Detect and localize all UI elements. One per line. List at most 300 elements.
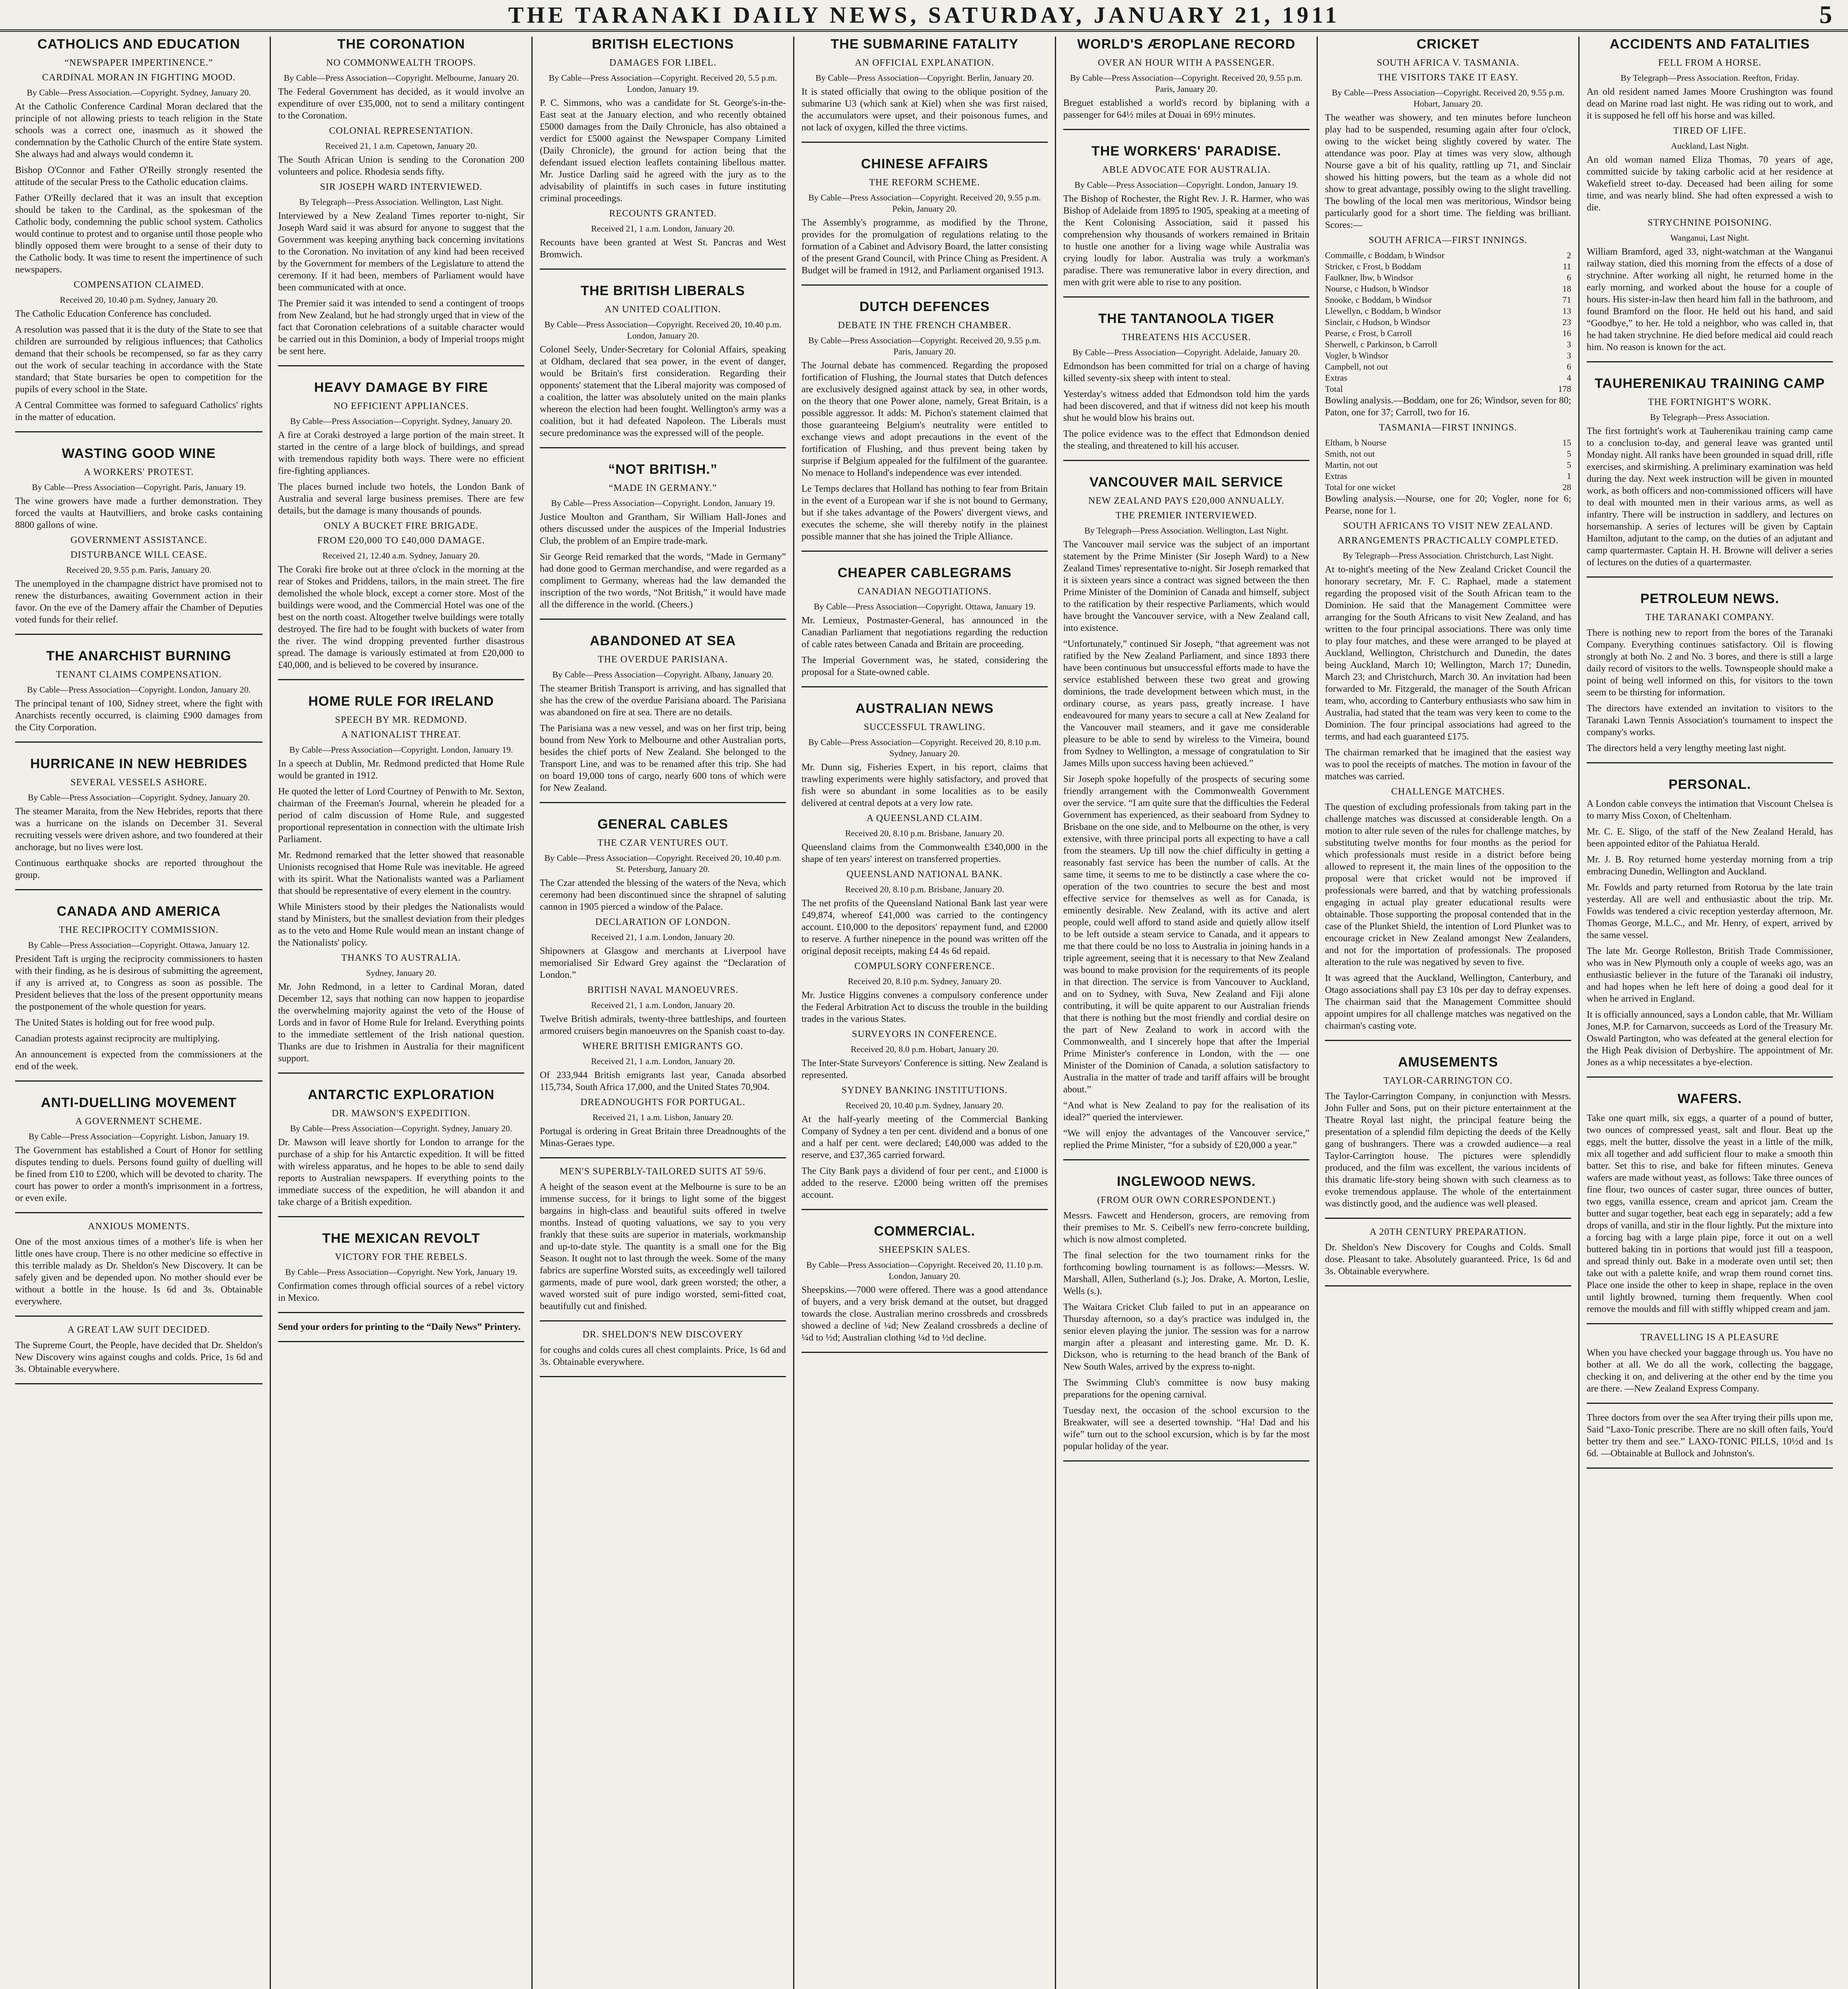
score-row xyxy=(1325,482,1571,493)
score-player: Llewellyn, c Boddam, b Windsor xyxy=(1325,306,1441,316)
dateline: By Cable—Press Association—Copyright. Received 20, 9.55 p.m. Pekin, January 20. xyxy=(808,193,1041,214)
paragraph: The weather was showery, and ten minutes before luncheon play had to be suspended, resuming again after four o'clock, owing to the wicket being slightly covered by water. The attendance was poor. Play at times was very slow, although Nourse gave a bit of his quality, rattling up 71, and Sinclair showed his hitting powers, but the team as a whole did not show to great advantage, possibly owing to the slight travelling. The bowling of the local men was meritorious, Windsor being particularly good for a short time. The fielding was brilliant. Scores:— xyxy=(1325,113,1571,230)
score-player: Smith, not out xyxy=(1325,449,1375,459)
score-player: Eltham, b Nourse xyxy=(1325,438,1387,448)
subheading: TRAVELLING IS A PLEASURE xyxy=(1640,1332,1779,1343)
paragraph: Bowling analysis.—Nourse, one for 20; Vogler, none for 6; Pearse, none for 1. xyxy=(1325,494,1571,516)
article-divider xyxy=(15,431,263,432)
paragraph: The Supreme Court, the People, have decided that Dr. Sheldon's New Discovery wins against coughs and colds. Price, 1s 6d and 3s. Obtainable everywhere. xyxy=(15,1340,263,1374)
dateline: By Cable—Press Association—Copyright. Sydney, January 20. xyxy=(290,1123,512,1133)
paragraph: The wine growers have made a further demonstration. They forced the vaults at Hautvilliers, and broke casks containing 8800 gallons of wine. xyxy=(15,496,263,530)
article xyxy=(278,37,524,366)
subheading: ANXIOUS MOMENTS. xyxy=(88,1221,190,1232)
article xyxy=(801,299,1048,552)
subheading: FELL FROM A HORSE. xyxy=(1658,58,1762,68)
divider xyxy=(1325,1218,1571,1219)
subheading: SOUTH AFRICA V. TASMANIA. xyxy=(1377,58,1519,68)
subheading: NO COMMONWEALTH TROOPS. xyxy=(326,58,477,68)
score-runs: 3 xyxy=(1567,350,1571,360)
dateline: By Cable—Press Association—Copyright. Albany, January 20. xyxy=(552,669,774,679)
paragraph: Continuous earthquake shocks are reported throughout the group. xyxy=(15,858,263,880)
article-heading: GENERAL CABLES xyxy=(597,817,728,832)
article-divider xyxy=(1063,129,1309,130)
dateline: Received 20, 10.40 p.m. Sydney, January 20. xyxy=(846,1100,1004,1110)
paragraph: Take one quart milk, six eggs, a quarter of a pound of butter, two ounces of compressed yeast, salt and flour. Beat up the eggs, melt the butter, dissolve the yeast in a little of the milk, mix all together and add sufficient flour to make a smooth thin batter. Set this to rise, and bake for fifteen minutes. Geneva wafers are made without yeast, as follows: Take three ounces of fine flour, two ounces of caster sugar, three ounces of butter, two eggs, vanilla essence, cream and apricot jam. Cream the butter and sugar together, beat each egg in separately; add a few drops of vanilla, and stir in the flour lightly. Put the mixture into a forcing bag with a large plain pipe, force it out on a well buttered baking tin in portions that would just fill a teaspoon, and spread thinly out. Bake in a moderate oven until set; then take out with a palette knife, and wrap them round cornet tins. Place one inside the other to keep in shape, replace in the oven until lightly browned, turning them frequently. When cool remove the moulds and fill with stiffly whipped cream and jam. xyxy=(1587,1113,1833,1314)
article xyxy=(1063,37,1309,130)
paragraph: Three doctors from over the sea After trying their pills upon me, Said “Laxo-Tonic prescribe. There are no skill often fails, You'd better try them and see.” LAXO-TONIC PILLS, 10½d and 1s 6d. —Obtainable at Bullock and Johnston's. xyxy=(1587,1413,1833,1459)
article xyxy=(15,648,263,743)
article-divider xyxy=(1587,1467,1833,1469)
scorecard xyxy=(1325,437,1571,493)
dateline: By Cable—Press Association—Copyright. Sydney, January 20. xyxy=(290,416,512,426)
subheading: TAYLOR-CARRINGTON CO. xyxy=(1383,1076,1513,1086)
subheading: FROM £20,000 TO £40,000 DAMAGE. xyxy=(317,535,485,546)
paragraph: Bowling analysis.—Boddam, one for 26; Windsor, seven for 80; Paton, one for 37; Carroll, two for 16. xyxy=(1325,395,1571,418)
paragraph: William Bramford, aged 33, night-watchman at the Wanganui railway station, died this morning from the effects of a dose of strychnine. After working all night, he returned home in the early morning, and worked about the house for a couple of hours. His sister-in-law then heard him fall in the bathroom, and found Bramford on the floor. He held out his hand, and said “Goodbye,” to her. He told a neighbor, who was called in, that he had taken strychnine. He died before medical aid could reach him. No reason is known for the act. xyxy=(1587,247,1833,352)
paragraph: Of 233,944 British emigrants last year, Canada absorbed 115,734, South Africa 17,000, and the United States 70,904. xyxy=(540,1070,786,1092)
paragraph: The City Bank pays a dividend of four per cent., and £1000 is added to the reserve. £2000 being written off the premises account. xyxy=(801,1166,1048,1200)
subheading: TENANT CLAIMS COMPENSATION. xyxy=(56,669,222,680)
score-runs: 3 xyxy=(1567,339,1571,349)
paragraph: Sir George Reid remarked that the words, “Made in Germany” had done good to German merchandise, and were regarded as a compliment to Germany, whereas had the law demanded the inscription of the two words, “Not British,” it would have made all the difference in the world. (Cheers.) xyxy=(540,552,786,610)
dateline: By Cable—Press Association—Copyright. Adelaide, January 20. xyxy=(1072,347,1300,357)
dateline: Received 21, 1 a.m. London, January 20. xyxy=(591,1056,735,1066)
paragraph: The first fortnight's work at Tauherenikau training camp came to a conclusion to-day, and general leave was granted until Monday night. All ranks have been grounded in squad drill, rifle exercises, and skirmishing. A preliminary examination was held during the day. Next week instruction will be given in mounted work, as both officers and non-commissioned officers will have to deal with mounted men in their various arms, as well as infantry. There will be instruction in saddlery, and lectures on horsemanship. A series of lectures will be given by Captain Hamilton, adjutant to the camp, on the duties of an adjutant and camp quartermaster. Captain H. H. Browne will deliver a series of lectures on the duties of a quartermaster. xyxy=(1587,426,1833,568)
article-heading: HEAVY DAMAGE BY FIRE xyxy=(314,380,488,395)
dateline: By Telegraph—Press Association. Christchurch, Last Night. xyxy=(1342,551,1554,561)
paragraph: The final selection for the two tournament rinks for the forthcoming bowling tournament is as follows:—Messrs. W. Marshall, Allen, Sutherland (s.); Jos. Drake, A. Morton, Leslie, Wells (s.). xyxy=(1063,1250,1309,1296)
paragraph: The Czar attended the blessing of the waters of the Neva, which ceremony had been discontinued since the shrapnel of saluting cannon in 1905 pierced a window of the Palace. xyxy=(540,878,786,912)
score-player: Extras xyxy=(1325,373,1348,383)
article xyxy=(1325,1055,1571,1286)
subheading: DEBATE IN THE FRENCH CHAMBER. xyxy=(838,320,1012,331)
article xyxy=(1063,1174,1309,1462)
paragraph: The Premier said it was intended to send a contingent of troops from New Zealand, but he had strongly urged that in view of the fact that Coronation celebrations of a suitable character would be carried out in this Dominion, a body of Imperial troops might be sent here. xyxy=(278,298,524,356)
score-row xyxy=(1325,350,1571,361)
news-column-5 xyxy=(1055,37,1317,1989)
dateline: By Telegraph—Press Association. Wellington, Last Night. xyxy=(299,197,503,207)
paragraph: Mr. C. E. Sligo, of the staff of the New Zealand Herald, has been appointed editor of the Pahiatua Herald. xyxy=(1587,827,1833,849)
score-player: Martin, not out xyxy=(1325,460,1378,470)
dateline: By Cable—Press Association—Copyright. Sydney, January 20. xyxy=(27,792,250,802)
article-divider xyxy=(540,269,786,270)
score-runs: 6 xyxy=(1567,362,1571,372)
paragraph: A London cable conveys the intimation that Viscount Chelsea is to marry Miss Coxon, of Cheltenham. xyxy=(1587,799,1833,821)
score-player: Nourse, c Hudson, b Windsor xyxy=(1325,284,1429,294)
article-divider xyxy=(1063,296,1309,298)
divider xyxy=(15,1212,263,1213)
article-divider xyxy=(15,1383,263,1384)
dateline: Received 21, 12.40 a.m. Sydney, January 20. xyxy=(322,551,480,561)
article-heading: BRITISH ELECTIONS xyxy=(591,37,734,52)
paragraph: Colonel Seely, Under-Secretary for Colonial Affairs, speaking at Oldham, declared that sea power, in the event of danger, would be Britain's first consideration. Regarding their opponents' statement that the Liberal majority was composed of a coalition, the latter was absolutely united on the main planks whereon the election had been fought. Wellington's army was a coalition, but it had defeated Napoleon. The Liberals must secure predominance was the expressed will of the people. xyxy=(540,344,786,438)
score-player: Pearse, c Frost, b Carroll xyxy=(1325,328,1412,338)
score-player: Stricker, c Frost, b Boddam xyxy=(1325,261,1422,271)
article-heading: THE TANTANOOLA TIGER xyxy=(1098,311,1274,326)
paragraph: When you have checked your baggage through us. You have no bother at all. We do all the work, collecting the baggage, checking it on, and delivering at the other end by the time you are there. —New Zealand Express Company. xyxy=(1587,1348,1833,1394)
paragraph: At the Catholic Conference Cardinal Moran declared that the principle of not allowing priests to teach religion in the State schools was a correct one, inasmuch as it showed the condemnation by the Catholic Church of the entire State system. She always had and always would condemn it. xyxy=(15,101,263,160)
paragraph: Edmondson has been committed for trial on a charge of having killed seventy-six sheep with intent to steal. xyxy=(1063,361,1309,383)
paragraph: Queensland claims from the Commonwealth £340,000 in the shape of ten years' interest on transferred properties. xyxy=(801,842,1048,864)
subheading: DREADNOUGHTS FOR PORTUGAL. xyxy=(580,1097,745,1107)
paragraph: The chairman remarked that he imagined that the easiest way was to pool the receipts of matches. The motion in favour of the matches was carried. xyxy=(1325,747,1571,782)
article-heading: CANADA AND AMERICA xyxy=(56,904,221,919)
score-row xyxy=(1325,283,1571,294)
article xyxy=(1063,144,1309,298)
subheading: COMPENSATION CLAIMED. xyxy=(74,280,204,290)
news-column-3 xyxy=(531,37,793,1989)
article-heading: PERSONAL. xyxy=(1668,777,1751,792)
subheading: SUCCESSFUL TRAWLING. xyxy=(864,722,986,732)
score-row xyxy=(1325,250,1571,261)
dateline: Wanganui, Last Night. xyxy=(1670,233,1749,243)
article-divider xyxy=(278,365,524,366)
paragraph: The directors have extended an invitation to visitors to the Taranaki Lawn Tennis Association's tournament to inspect the company's works. xyxy=(1587,703,1833,738)
dateline: Received 20, 9.55 p.m. Paris, January 20. xyxy=(66,565,212,575)
article-heading: WORLD'S ÆROPLANE RECORD xyxy=(1077,37,1296,52)
subheading: TIRED OF LIFE. xyxy=(1673,126,1747,136)
dateline: By Cable—Press Association—Copyright. Melbourne, January 20. xyxy=(284,73,519,83)
dateline: By Cable—Press Association—Copyright. London, January 19. xyxy=(551,498,775,508)
score-row xyxy=(1325,261,1571,272)
article xyxy=(15,446,263,635)
paragraph: It was agreed that the Auckland, Wellington, Canterbury, and Otago associations shall pay £3 10s per day to defray expenses. The chairman said that the Management Committee should appoint umpires for all challenge matches was negatived on the chairman's casting vote. xyxy=(1325,973,1571,1031)
paragraph: Mr. Redmond remarked that the letter showed that reasonable Unionists recognised that Home Rule was inevitable. He agreed with its spirit. What the Nationalists wanted was a Parliament that should be representative of every element in the country. xyxy=(278,850,524,896)
score-player: Campbell, not out xyxy=(1325,362,1388,372)
paragraph: The South African Union is sending to the Coronation 200 volunteers and police. Rhodesia sends fifty. xyxy=(278,155,524,177)
subheading: (FROM OUR OWN CORRESPONDENT.) xyxy=(1097,1195,1276,1205)
subheading: SEVERAL VESSELS ASHORE. xyxy=(70,777,207,788)
paragraph: The places burned include two hotels, the London Bank of Australia and several large business premises. There are few details, but the damage is many thousands of pounds. xyxy=(278,482,524,516)
paragraph: “We will enjoy the advantages of the Vancouver service,” replied the Prime Minister, “for a subsidy of £20,000 a year.” xyxy=(1063,1128,1309,1150)
subheading: A GREAT LAW SUIT DECIDED. xyxy=(67,1325,210,1335)
divider xyxy=(540,1157,786,1158)
article xyxy=(1587,777,1833,1078)
score-row xyxy=(1325,317,1571,328)
paragraph: Bishop O'Connor and Father O'Reilly strongly resented the attitude of the secular Press to the Catholic education claims. xyxy=(15,165,263,187)
paragraph: Breguet established a world's record by biplaning with a passenger for 64½ miles at Douai in 69½ minutes. xyxy=(1063,98,1309,120)
article xyxy=(801,565,1048,687)
score-runs: 28 xyxy=(1562,482,1571,492)
subheading: THE FORTNIGHT'S WORK. xyxy=(1648,397,1772,407)
dateline: By Cable—Press Association.—Copyright. Sydney, January 20. xyxy=(27,88,251,97)
subheading: COMPULSORY CONFERENCE. xyxy=(854,961,995,971)
article-divider xyxy=(1325,1285,1571,1286)
subheading: NEW ZEALAND PAYS £20,000 ANNUALLY. xyxy=(1088,496,1284,506)
paragraph: At the half-yearly meeting of the Commercial Banking Company of Sydney a ten per cent. dividend and a bonus of one and a half per cent. were declared; £40,000 was added to the reserve, and £37,365 carried forward. xyxy=(801,1114,1048,1160)
paragraph: Mr. Lemieux, Postmaster-General, has announced in the Canadian Parliament that negotiations regarding the reduction of cable rates between Canada and Britain are proceeding. xyxy=(801,615,1048,650)
subheading: A 20TH CENTURY PREPARATION. xyxy=(1369,1227,1527,1237)
article-divider xyxy=(278,679,524,680)
paragraph: The late Mr. George Rolleston, British Trade Commissioner, who was in New Plymouth only a couple of weeks ago, was an enthusiastic believer in the future of the Taranaki oil industry, and had hopes when he left here of doing a good deal for it when he arrived in England. xyxy=(1587,946,1833,1004)
paragraph: The steamer Maraita, from the New Hebrides, reports that there was a hurricane on the islands on December 31. Several recruiting vessels were driven ashore, and two foundered at their anchorage, but no lives were lost. xyxy=(15,806,263,852)
dateline: Received 20, 8.10 p.m. Brisbane, January 20. xyxy=(845,884,1004,894)
subheading: GOVERNMENT ASSISTANCE. xyxy=(70,535,207,545)
score-runs: 11 xyxy=(1562,261,1571,271)
columns-container xyxy=(8,37,1840,1989)
newspaper-title: THE TARANAKI DAILY NEWS, SATURDAY, JANUARY 21, 1911 xyxy=(508,2,1340,28)
subheading: MEN'S SUPERBLY-TAILORED SUITS AT 59/6. xyxy=(559,1166,766,1177)
news-column-4 xyxy=(793,37,1055,1989)
article-heading: ANTARCTIC EXPLORATION xyxy=(307,1087,495,1102)
paragraph: One of the most anxious times of a mother's life is when her little ones have croup. There is no other medicine so effective in this terrible malady as Dr. Sheldon's New Discovery. It can be safely given and be depended upon. No mother should ever be without a bottle in the house. Is 6d and 3s. Obtainable everywhere. xyxy=(15,1237,263,1307)
paragraph: Mr. Justice Higgins convenes a compulsory conference under the Federal Arbitration Act to discuss the trouble in the building trades in the various States. xyxy=(801,990,1048,1024)
dateline: Sydney, January 20. xyxy=(366,968,436,978)
article-divider xyxy=(540,447,786,448)
paragraph: The net profits of the Queensland National Bank last year were £49,874, whereof £41,000 was carried to the contingency account. £10,000 to the depositors' repayment fund, and £2000 to reserve. A further ninepence in the pound was written off the original deposit receipts, making £4 4s 6d repaid. xyxy=(801,898,1048,956)
article-divider xyxy=(801,551,1048,552)
dateline: By Telegraph—Press Association. xyxy=(1650,412,1770,422)
paragraph: An old woman named Eliza Thomas, 70 years of age, committed suicide by taking carbolic acid at her residence at Wakefield street to-day. Deceased had been ailing for some time, and was nearly blind. She had often expressed a wish to die. xyxy=(1587,155,1833,213)
article-heading: TAUHERENIKAU TRAINING CAMP xyxy=(1595,376,1825,391)
subheading: TASMANIA—FIRST INNINGS. xyxy=(1379,422,1517,433)
paragraph: President Taft is urging the reciprocity commissioners to hasten with their finding, as he is desirous of submitting the agreement, if any is arrived at, to Congress as soon as possible. The President believes that the loss of the present opportunity means the postponement of the whole question for years. xyxy=(15,954,263,1012)
article xyxy=(540,37,786,270)
article-divider xyxy=(1587,361,1833,362)
subheading: A WORKERS' PROTEST. xyxy=(84,467,194,477)
article-divider xyxy=(15,889,263,890)
paragraph: A height of the season event at the Melbourne is sure to be an immense success, for it brings to light some of the biggest bargains in high-class and beautiful suits offered in twelve months. Instead of quoting valuations, we say to you very frankly that these suits are superior in materials, workmanship and up-to-date style. The quantity is a small one for the Big Season. It ought not to last through the week. Some of the many fabrics are superfine Worsted suits, as exceedingly well tailored garments, made of pure wool, dark green worsted; the other, a waved worsted suit of pure indigo worsted, semi-fitted coat, beautifully cut and finished. xyxy=(540,1182,786,1312)
subheading: BRITISH NAVAL MANOEUVRES. xyxy=(587,985,739,995)
subheading: A NATIONALIST THREAT. xyxy=(341,730,461,740)
article xyxy=(1063,475,1309,1160)
news-column-2 xyxy=(270,37,531,1989)
paragraph: P. C. Simmons, who was a candidate for St. George's-in-the-East seat at the January election, and who recently obtained £5000 damages from the Daily Chronicle, has also obtained a verdict for £5000 against the Newspaper Company Limited (Daily Chronicle), the ground for action being that the defendant issued election leaflets containing libellous matter. Mr. Justice Darling said he agreed with the jury as to the advisability of plaintiffs in such cases in future instituting criminal proceedings. xyxy=(540,98,786,204)
paragraph: Sir Joseph spoke hopefully of the prospects of securing some friendly arrangement with the Commonwealth Government over the service. “I am quite sure that the difficulties the Federal Government has experienced, as their seaboard from Sydney to Brisbane on the one side, and to Melbourne on the other, is very extensive, with three principal ports all expecting to have a call from the steamers. Up till now the chief difficulty in getting a reasonably fast service has been the number of calls. At the same time, it seems to me to be distinctly a case where the co-operation of the two countries to secure the best and most effective service for themselves as well as for Canada, is eminently desirable. New Zealand, with its active and alert people, could well afford to stand aside and quietly allow itself to be left outside a steam service to Canada, and it appears to me that there could be no loss to Australia in joining hands in a triple agreement, seeing that it is necessary to that New Zealand was bound to make provision for the requirements of its people in that direction. The service is from Vancouver to Auckland, and on to Sydney, with Suva, New Zealand and Fiji alone contributing, it will be quite apparent to our Australian friends that there is nothing but the most friendly and cordial desire on the part of New Zealand to work in accord with the Commonwealth, and I sincerely hope that after the Imperial Prime Minister's conference in London, with the — one Minister of the Dominion of Canada, a solution satisfactory to Australia in the matter of trade and tariff affairs will be brought about.” xyxy=(1063,774,1309,1095)
subheading: SPEECH BY MR. REDMOND. xyxy=(335,715,467,725)
article-divider xyxy=(801,284,1048,286)
score-runs: 1 xyxy=(1567,471,1571,481)
article-divider xyxy=(1587,762,1833,763)
subheading: AN UNITED COALITION. xyxy=(605,304,721,315)
paragraph: While Ministers stood by their pledges the Nationalists would stand by Ministers, but the smallest deviation from their pledges as to the veto and Home Rule would mean an instant change of the Nationalists' policy. xyxy=(278,902,524,948)
score-runs: 18 xyxy=(1562,284,1571,294)
dateline: Received 20, 8.0 p.m. Hobart, January 20. xyxy=(850,1044,999,1054)
score-runs: 23 xyxy=(1562,317,1571,327)
paragraph: Twelve British admirals, twenty-three battleships, and fourteen armored cruisers begin manoeuvres on the Spanish coast to-day. xyxy=(540,1014,786,1036)
article xyxy=(278,1087,524,1217)
paragraph: The Assembly's programme, as modified by the Throne, provides for the promulgation of regulations relating to the formation of a Cabinet and Advisory Board, the latter consisting of the present Grand Council, with Prince Ching as President. A Budget will be framed in 1912, and Parliament organised 1913. xyxy=(801,218,1048,276)
score-row xyxy=(1325,471,1571,482)
dateline: By Telegraph—Press Association. Reefton, Friday. xyxy=(1620,73,1799,83)
subheading: RECOUNTS GRANTED. xyxy=(609,208,717,219)
paragraph: There is nothing new to report from the bores of the Taranaki Company. Everything continues satisfactory. Oil is flowing strongly at both No. 2 and No. 3 bores, and there is still a large daily record of visitors to the wells. Townspeople should make a point of being well informed on this, for visitors to the town seem to be thirsting for information. xyxy=(1587,628,1833,698)
dateline: By Cable—Press Association—Copyright. London, January 19. xyxy=(1074,180,1298,190)
score-player: Snooke, c Boddam, b Windsor xyxy=(1325,295,1432,305)
article-divider xyxy=(801,142,1048,143)
divider xyxy=(1587,1323,1833,1324)
subheading: VICTORY FOR THE REBELS. xyxy=(335,1252,468,1262)
article-divider xyxy=(540,619,786,620)
dateline: Received 21, 1 a.m. London, January 20. xyxy=(591,224,735,234)
article-divider xyxy=(1325,1040,1571,1041)
article xyxy=(1587,591,1833,763)
paragraph: The question of excluding professionals from taking part in the challenge matches was discussed at considerable length. On a motion to alter rule seven of the rules for challenge matches, by substituting twelve months for four months as the period for which professionals must reside in a district before being allowed to represent it, the main lines of the opposition to the proposal were that cricket would not be improved if professionals were barred, and that by watching professionals engaging in actual play greater educational results were obtainable. Those supporting the proposal contended that in the case of the Plunket Shield, the intention of Lord Plunket was to encourage cricket in New Zealand amongst New Zealanders, and not for the importation of professionals. The proposed alteration to the rule was negatived by seven to five. xyxy=(1325,802,1571,967)
score-row xyxy=(1325,328,1571,339)
score-player: Sherwell, c Parkinson, b Carroll xyxy=(1325,339,1438,349)
article-heading: HURRICANE IN NEW HEBRIDES xyxy=(30,756,248,771)
score-runs: 178 xyxy=(1558,384,1571,394)
score-row xyxy=(1325,361,1571,372)
paragraph: Tuesday next, the occasion of the school excursion to the Breakwater, will see a deserted township. “Ha! Dad and his wife” turn out to the school excursion, which is by far the most popular holiday of the year. xyxy=(1063,1405,1309,1452)
score-row xyxy=(1325,294,1571,306)
paragraph: The Parisiana was a new vessel, and was on her first trip, being bound from New York to Melbourne and other Australian ports, besides the chief ports of New Zealand. She belonged to the Transport Line, and was to be renamed after this trip. She had on board 19,000 tons of cargo, nearly 600 tons of which were for New Zealand. xyxy=(540,723,786,793)
subheading: THREATENS HIS ACCUSER. xyxy=(1121,332,1251,343)
paragraph: The Waitara Cricket Club failed to put in an appearance on Thursday afternoon, so a day's practice was indulged in, the senior eleven playing the junior. The session was for a narrow margin after a pleasant and interesting game. Mr. D. K. Dickson, who is returning to the head branch of the Bank of New South Wales, arrived by the express to-night. xyxy=(1063,1302,1309,1372)
paragraph: The unemployed in the champagne district have promised not to renew the disturbances, awaiting Government action in their favor. On the eve of the Damery affair the Chamber of Deputies voted funds for their relief. xyxy=(15,579,263,625)
score-row xyxy=(1325,372,1571,383)
score-player: Faulkner, lbw, b Windsor xyxy=(1325,272,1413,282)
article-heading: PETROLEUM NEWS. xyxy=(1640,591,1780,606)
paragraph: The principal tenant of 100, Sidney street, where the fight with Anarchists recently occurred, is claiming £900 damages from the City Corporation. xyxy=(15,699,263,733)
paragraph: The Coraki fire broke out at three o'clock in the morning at the rear of Stokes and Priddens, tailors, in the main street. The fire demolished the whole block, except a corner store. Most of the buildings were wood, and the Commercial Hotel was one of the best on the north coast. Altogether twelve buildings were totally destroyed. The fire had to be fought with buckets of water from the river. The wind dropping prevented further disastrous spread. The damage is variously estimated at from £20,000 to £40,000, and is believed to be covered by insurance. xyxy=(278,564,524,670)
score-player: Sinclair, c Hudson, b Windsor xyxy=(1325,317,1430,327)
article xyxy=(1587,376,1833,578)
article-divider xyxy=(278,1072,524,1074)
paragraph: The Taylor-Carrington Company, in conjunction with Messrs. John Fuller and Sons, put on their picture entertainment at the Theatre Royal last night, the principal feature being the presentation of a splendid film depicting the deeds of the Kelly gang of bushrangers. There was a crowded audience—a real Taylor-Carrington house. The pictures were splendidly produced, and the film was excellent, the various incidents of this dramatic life-story being shown with such clearness as to evoke tremendous applause. The whole of the entertainment was distinctly good, and the audience was well pleased. xyxy=(1325,1091,1571,1209)
news-column-6 xyxy=(1317,37,1578,1989)
subheading: OVER AN HOUR WITH A PASSENGER. xyxy=(1098,58,1275,68)
score-row xyxy=(1325,448,1571,459)
paragraph: A resolution was passed that it is the duty of the State to see that children are surrounded by religious influences; that Catholics demand that their schools be recompensed, so far as they carry out the work of secular teaching in accordance with the State standard; that State bursaries be open to competition for the pupils of every school in the State. xyxy=(15,325,263,395)
article-heading: THE CORONATION xyxy=(337,37,465,52)
dateline: Received 21, 1 a.m. London, January 20. xyxy=(591,1000,735,1010)
article-heading: CATHOLICS AND EDUCATION xyxy=(37,37,240,52)
paragraph: Mr. J. B. Roy returned home yesterday morning from a trip embracing Dunedin, Wellington and Auckland. xyxy=(1587,854,1833,877)
article xyxy=(1587,37,1833,362)
article-heading: WAFERS. xyxy=(1677,1091,1742,1106)
page-number: 5 xyxy=(1819,0,1832,29)
article-divider xyxy=(801,1352,1048,1353)
article-heading: THE MEXICAN REVOLT xyxy=(322,1231,480,1246)
score-row xyxy=(1325,339,1571,350)
article xyxy=(15,1095,263,1384)
subheading: A QUEENSLAND CLAIM. xyxy=(866,813,983,823)
notice: Send your orders for printing to the “Daily News” Printery. xyxy=(278,1322,521,1332)
paragraph: It is officially announced, says a London cable, that Mr. William Jones, M.P. for Carnarvon, succeeds as Lord of the Treasury Mr. Oswald Partington, who was defeated at the general election for the High Peak division of Derbyshire. The appointment of Mr. Jones as a whip necessitates a bye-election. xyxy=(1587,1010,1833,1068)
paragraph: Mr. John Redmond, in a letter to Cardinal Moran, dated December 12, says that nothing can now happen to jeopardise the overwhelming majority against the veto of the House of Lords and in favor of Home Rule for Ireland. Everything points to the immediate settlement of the Irish national question. Thanks are due to Irishmen in Australia for their magnificent support. xyxy=(278,982,524,1064)
dateline: Auckland, Last Night. xyxy=(1671,141,1749,151)
paragraph: Messrs. Fawcett and Henderson, grocers, are removing from their premises to Mr. S. Ceibell's new ferro-concrete building, which is now almost completed. xyxy=(1063,1211,1309,1245)
score-runs: 13 xyxy=(1562,306,1571,316)
article-divider xyxy=(801,686,1048,687)
subheading: THE CZAR VENTURES OUT. xyxy=(597,838,729,848)
article-divider xyxy=(540,802,786,803)
article xyxy=(801,156,1048,286)
divider xyxy=(540,1320,786,1321)
subheading: SOUTH AFRICANS TO VISIT NEW ZEALAND. xyxy=(1343,521,1553,531)
article-divider xyxy=(1063,1460,1309,1462)
subheading: THE PREMIER INTERVIEWED. xyxy=(1115,510,1257,521)
article xyxy=(278,1231,524,1342)
subheading: SHEEPSKIN SALES. xyxy=(879,1245,971,1255)
paragraph: The Swimming Club's committee is now busy making preparations for the opening carnival. xyxy=(1063,1378,1309,1400)
article xyxy=(278,694,524,1074)
paragraph: Interviewed by a New Zealand Times reporter to-night, Sir Joseph Ward said it was absurd for anyone to suggest that the Government was keeping anything back concerning invitations to the Coronation. No invitation of any kind had been received by the Government for members of the Legislature to attend the ceremony. If it had been, members of Parliament would have been communicated with at once. xyxy=(278,211,524,293)
subheading: QUEENSLAND NATIONAL BANK. xyxy=(846,869,1003,880)
article xyxy=(15,756,263,890)
article-divider xyxy=(278,1216,524,1217)
paragraph: “Unfortunately,” continued Sir Joseph, “that agreement was not ratified by the New Zealand Parliament, and since 1893 there have been continuous but unsuccessful efforts made to have the service established between these two great and growing dominions, the trade development between which must, in the ordinary course, as years pass, greatly increase. I have endeavoured for many years to secure a call at New Zealand for the Vancouver mail steamers, and it gave me considerable pleasure to be able to send by wireless to the Vimeira, bound from Sydney to Wellington, a message of congratulation to Sir James Mills upon success having been achieved.” xyxy=(1063,639,1309,769)
paragraph: Le Temps declares that Holland has nothing to fear from Britain in the event of a European war if she is not bound to Germany, but if she takes advantage of the Powers' divergent views, and executes the scheme, she will thereby notify in the plainest possible manner that she has joined the Triple Alliance. xyxy=(801,484,1048,542)
dateline: By Cable—Press Association—Copyright. Received 20, 10.40 p.m. London, January 20. xyxy=(544,319,782,341)
article xyxy=(1325,37,1571,1041)
dateline: By Cable—Press Association—Copyright. Berlin, January 20. xyxy=(815,73,1034,83)
subheading: COLONIAL REPRESENTATION. xyxy=(329,126,473,136)
divider xyxy=(1587,1403,1833,1404)
subheading: THE REFORM SCHEME. xyxy=(869,177,980,188)
article-heading: HOME RULE FOR IRELAND xyxy=(308,694,494,709)
score-player: Commaille, c Boddam, b Windsor xyxy=(1325,250,1445,260)
paragraph: Sheepskins.—7000 were offered. There was a good attendance of buyers, and a very brisk demand at the outset, but dragged towards the close. Australian merino crossbreds and crossbreds showed a decline of ¼d; New Zealand crossbreds a decline of ¼d to ½d; Australian clothing ¼d to ½d decline. xyxy=(801,1285,1048,1343)
dateline: By Cable—Press Association—Copyright. Received 20, 8.10 p.m. Sydney, January 20. xyxy=(808,737,1041,758)
article-heading: COMMERCIAL. xyxy=(874,1224,975,1239)
divider xyxy=(278,1312,524,1313)
article-heading: AUSTRALIAN NEWS xyxy=(855,701,994,716)
article xyxy=(278,380,524,680)
paragraph: The Catholic Education Conference has concluded. xyxy=(15,309,212,319)
dateline: By Cable—Press Association—Copyright. Ottawa, January 19. xyxy=(813,601,1036,611)
news-column-7 xyxy=(1578,37,1840,1989)
paragraph: The Inter-State Surveyors' Conference is sitting. New Zealand is represented. xyxy=(801,1058,1048,1080)
subheading: THANKS TO AUSTRALIA. xyxy=(341,953,461,963)
subheading: A GOVERNMENT SCHEME. xyxy=(75,1116,202,1127)
subheading: AN OFFICIAL EXPLANATION. xyxy=(855,58,994,68)
article xyxy=(1063,311,1309,461)
article-divider xyxy=(278,1341,524,1342)
article-heading: CRICKET xyxy=(1416,37,1480,52)
score-runs: 71 xyxy=(1562,295,1571,305)
dateline: By Cable—Press Association—Copyright. New York, January 19. xyxy=(285,1267,517,1277)
subheading: STRYCHNINE POISONING. xyxy=(1647,218,1772,228)
score-player: Extras xyxy=(1325,471,1348,481)
paragraph: Portugal is ordering in Great Britain three Dreadnoughts of the Minas-Geraes type. xyxy=(540,1126,786,1148)
paragraph: A Central Committee was formed to safeguard Catholics' rights in the matter of education. xyxy=(15,400,263,422)
article-heading: THE ANARCHIST BURNING xyxy=(46,648,231,664)
article-divider xyxy=(15,1080,263,1082)
dateline: By Cable—Press Association—Copyright. Received 20, 11.10 p.m. London, January 20. xyxy=(806,1260,1043,1281)
subheading: SOUTH AFRICA—FIRST INNINGS. xyxy=(1368,235,1528,245)
paragraph: The Government has established a Court of Honor for settling disputes tending to duels. Persons found guilty of duelling will be fined from £10 to £200, which will be devoted to charity. The court has power to order a month's imprisonment in a fortress, or even exile. xyxy=(15,1145,263,1203)
subheading: SYDNEY BANKING INSTITUTIONS. xyxy=(841,1085,1008,1096)
paragraph: An announcement is expected from the commissioners at the end of the week. xyxy=(15,1049,263,1072)
paragraph: Justice Moulton and Grantham, Sir William Hall-Jones and others discussed under the auspices of the Imperial Industries Club, the problem of an Empire trade-mark. xyxy=(540,512,786,546)
article-heading: ACCIDENTS AND FATALITIES xyxy=(1609,37,1810,52)
article xyxy=(801,701,1048,1210)
paragraph: In a speech at Dublin, Mr. Redmond predicted that Home Rule would be granted in 1912. xyxy=(278,759,524,781)
paragraph: The police evidence was to the effect that Edmondson denied the stealing, and threatened to kill his accuser. xyxy=(1063,429,1309,451)
subheading: DR. SHELDON'S NEW DISCOVERY xyxy=(582,1329,743,1340)
score-runs: 2 xyxy=(1567,250,1571,260)
subheading: SURVEYORS IN CONFERENCE. xyxy=(852,1029,998,1039)
subheading: DECLARATION OF LONDON. xyxy=(595,917,731,927)
masthead xyxy=(0,0,1848,32)
article-heading: THE SUBMARINE FATALITY xyxy=(831,37,1019,52)
paragraph: An old resident named James Moore Crushington was found dead on Marine road last night. He was riding out to work, and it is supposed he fell off his horse and was killed. xyxy=(1587,87,1833,121)
subheading: WHERE BRITISH EMIGRANTS GO. xyxy=(582,1041,743,1051)
article xyxy=(15,37,263,432)
dateline: By Cable—Press Association—Copyright. London, January 19. xyxy=(289,745,513,755)
score-player: Total for one wicket xyxy=(1325,482,1396,492)
dateline: By Cable—Press Association—Copyright. Received 20, 9.55 p.m. Paris, January 20. xyxy=(1070,73,1303,94)
score-row xyxy=(1325,437,1571,448)
dateline: By Cable—Press Association—Copyright. Lisbon, January 19. xyxy=(28,1131,249,1141)
subheading: NO EFFICIENT APPLIANCES. xyxy=(333,401,469,411)
article-heading: VANCOUVER MAIL SERVICE xyxy=(1089,475,1283,490)
dateline: Received 20, 8.10 p.m. Sydney, January 20. xyxy=(848,976,1002,986)
subheading: CANADIAN NEGOTIATIONS. xyxy=(858,586,992,597)
dateline: Received 21, 1 a.m. Lisbon, January 20. xyxy=(592,1112,733,1122)
